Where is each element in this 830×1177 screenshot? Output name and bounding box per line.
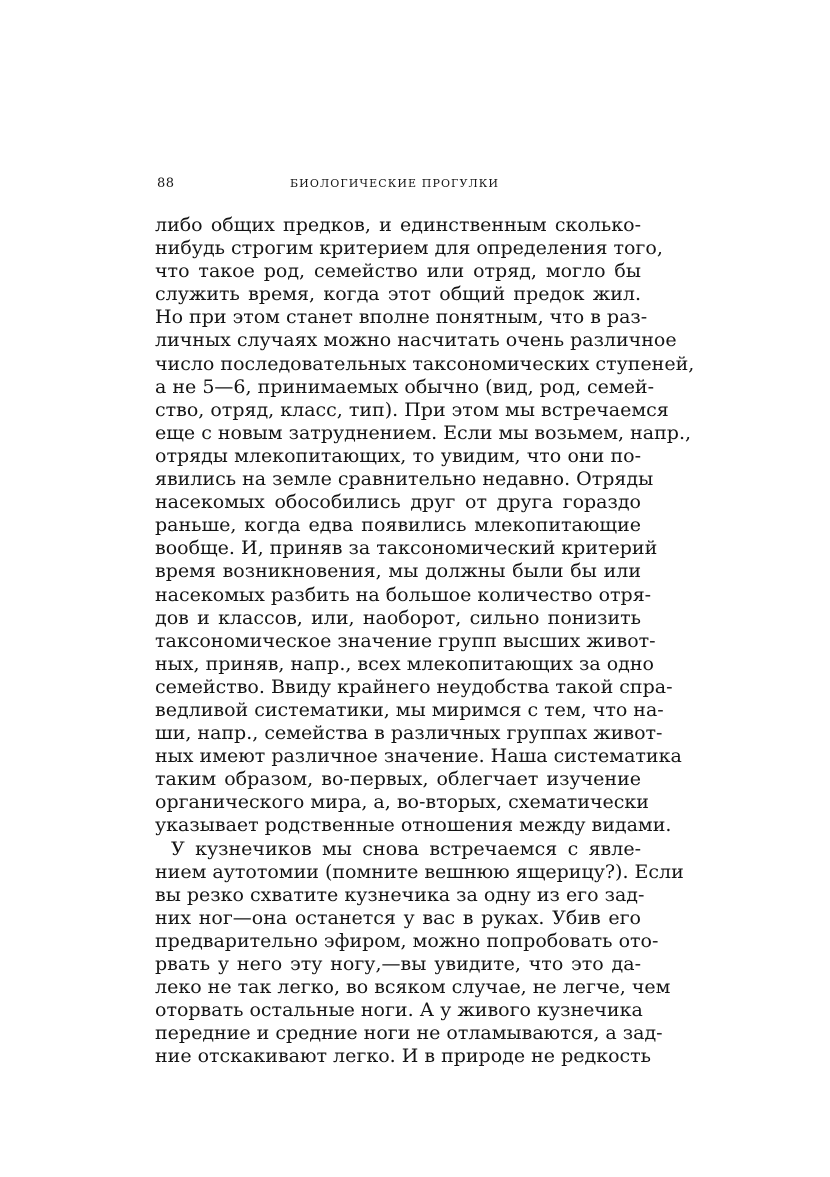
text-line: явились на земле сравнительно недавно. Отряды <box>155 468 654 491</box>
text-line: а не 5—6, принимаемых обычно (вид, род, семей- <box>155 375 655 398</box>
text-line: отряды млекопитающих, то увидим, что они по- <box>155 444 641 467</box>
text-line: еще с новым затруднением. Если мы возьмем, напр., <box>155 421 692 444</box>
text-line: насекомых обособились друг от друга гораздо <box>155 491 641 514</box>
text-line: оторвать остальные ноги. А у живого кузнечика <box>155 999 643 1022</box>
text-line: ных, приняв, напр., всех млекопитающих за одно <box>155 652 654 675</box>
text-line: число последовательных таксономических ступеней, <box>155 352 695 375</box>
running-title: БИОЛОГИЧЕСКИЕ ПРОГУЛКИ <box>290 177 500 190</box>
text-line: насекомых разбить на большое количество отря- <box>155 583 652 606</box>
text-line: вы резко схватите кузнечика за одну из его зад- <box>155 883 645 906</box>
text-line: таксономическое значение групп высших живот- <box>155 629 656 652</box>
text-line: служить время, когда этот общий предок жил. <box>155 283 641 306</box>
text-line: нибудь строгим критерием для определения того, <box>155 237 663 260</box>
text-line: них ног—она останется у вас в руках. Убив его <box>155 906 641 929</box>
text-line: Но при этом станет вполне понятным, что в раз- <box>155 306 648 329</box>
text-line: ство, отряд, класс, тип). При этом мы встречаемся <box>155 398 669 421</box>
text-line: нием аутотомии (помните вешнюю ящерицу?). Если <box>155 860 684 883</box>
text-line: дов и классов, или, наоборот, сильно понизить <box>155 606 641 629</box>
text-line: указывает родственные отношения между видами. <box>155 814 672 837</box>
text-line: рвать у него эту ногу,—вы увидите, что это да- <box>155 953 641 975</box>
paragraph-start-line: У кузнечиков мы снова встречаемся с явле- <box>171 837 641 860</box>
text-line: семейство. Ввиду крайнего неудобства такой спра- <box>155 675 673 698</box>
page-header <box>155 176 641 198</box>
text-line: ных имеют различное значение. Наша систематика <box>155 745 682 768</box>
text-line: личных случаях можно насчитать очень различное <box>155 329 677 352</box>
text-line: вообще. И, приняв за таксономический критерий <box>155 537 658 560</box>
text-line: ши, напр., семейства в различных группах живот- <box>155 722 663 745</box>
text-line: передние и средние ноги не отламываются, а зад- <box>155 1022 663 1045</box>
text-line: ние отскакивают легко. И в природе не редкость <box>155 1045 652 1068</box>
text-line: либо общих предков, и единственным сколько- <box>155 214 641 236</box>
body-text <box>155 214 695 1068</box>
text-line: раньше, когда едва появились млекопитающие <box>155 514 641 537</box>
text-line: органического мира, а, во-вторых, схематически <box>155 791 649 814</box>
text-line: что такое род, семейство или отряд, могло бы <box>155 260 641 283</box>
text-line: леко не так легко, во всяком случае, не легче, чем <box>155 976 671 999</box>
text-line: таким образом, во-первых, облегчает изучение <box>155 768 641 791</box>
text-line: предварительно эфиром, можно попробовать ото- <box>155 929 659 952</box>
text-line: время возникновения, мы должны были бы или <box>155 560 641 583</box>
page-number: 88 <box>157 176 175 191</box>
text-line: ведливой систематики, мы миримся с тем, что на- <box>155 698 664 721</box>
